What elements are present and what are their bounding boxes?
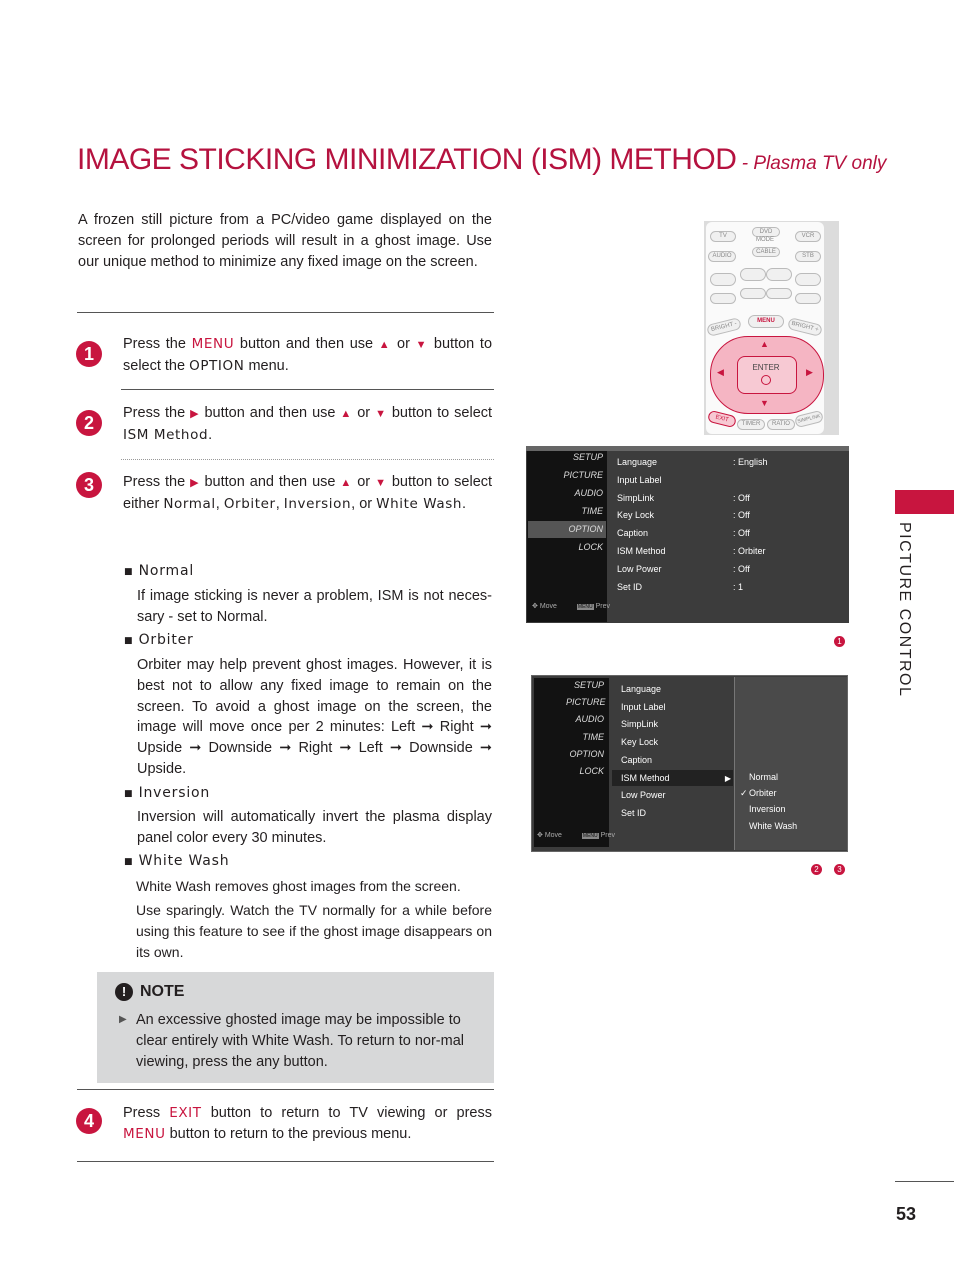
remote-play-button (740, 268, 766, 281)
tab-lock[interactable]: LOCK (578, 542, 603, 552)
submenu-option-inversion[interactable]: Inversion (749, 804, 786, 815)
menu-row-ism-method[interactable]: ISM Method : Orbiter (617, 545, 766, 556)
remote-left-icon: ◀ (717, 367, 724, 377)
step-marker-3: 3 (834, 864, 845, 875)
step-2-text: Press the ▶ button and then use ▲ or ▼ button to select ISM Method. (123, 405, 493, 443)
tab-audio[interactable]: AUDIO (574, 488, 603, 498)
intro-paragraph: A frozen still picture from a PC/video game displayed on the screen for prolonged periods will result in a ghost image. Use our unique method to minimize any fixed image on the screen. (78, 212, 492, 270)
page-number-rule (895, 1181, 954, 1182)
menu-keyword: MENU (123, 1126, 166, 1142)
menu-row-language[interactable]: Language : English (617, 457, 768, 467)
option-normal-heading: ■ Normal (124, 563, 195, 579)
remote-up-icon: ▲ (760, 339, 769, 349)
menu-row-caption[interactable]: Caption : Off (617, 528, 750, 539)
menu-row-set-id[interactable]: Set ID (621, 807, 647, 818)
right-arrow-icon: ▶ (190, 477, 200, 489)
divider (77, 1089, 494, 1090)
submenu-arrow-icon: ▶ (724, 773, 731, 783)
option-whitewash-text-2: Use sparingly. Watch the TV normally for a while before using this feature to see if the ghost image disappears on its own. (136, 902, 492, 960)
down-arrow-icon: ▼ (375, 408, 387, 420)
step-4-number: 4 (76, 1108, 102, 1134)
option-inversion-heading: ■ Inversion (124, 785, 211, 801)
menu1-tabs (563, 448, 603, 556)
page-number: 53 (896, 1204, 917, 1224)
menu-row-ism-method[interactable]: ISM Method ▶ (621, 770, 731, 788)
menu-row-low-power[interactable]: Low Power (621, 790, 666, 801)
remote-down-icon: ▼ (760, 398, 769, 408)
tab-time[interactable]: TIME (582, 731, 604, 742)
step-3-text: Press the ▶ button and then use ▲ or ▼ button to select either Normal, Orbiter, Inversion, or White Wash. (123, 474, 493, 512)
divider (121, 389, 494, 390)
down-arrow-icon: ▼ (375, 477, 387, 489)
move-icon: ✥ (537, 832, 543, 839)
submenu-option-normal[interactable]: Normal (749, 772, 779, 782)
side-tab (895, 490, 954, 514)
remote-enter-dot-icon (761, 375, 771, 385)
note-arrow-icon: ▶ (119, 1014, 127, 1025)
remote-mode-label: MODE (756, 237, 774, 243)
remote-ratio-button: RATIO (767, 419, 795, 430)
tab-time[interactable]: TIME (581, 506, 603, 516)
menu-row-simplink[interactable]: SimpLink : Off (617, 492, 750, 503)
step-marker-2: 2 (811, 864, 822, 875)
menu2-tabs (566, 677, 604, 780)
remote-vcr-button: VCR (795, 231, 821, 242)
ism-submenu-options (740, 769, 840, 834)
tab-picture[interactable]: PICTURE (566, 697, 606, 708)
step-4-text: Press EXIT button to return to TV viewing or press MENU button to return to the previous menu. (123, 1105, 492, 1142)
title-sub: - Plasma TV only (736, 153, 887, 174)
menu-row-key-lock[interactable]: Key Lock (621, 737, 659, 748)
page-title (77, 143, 886, 177)
step-3-number: 3 (76, 472, 102, 498)
tab-setup[interactable]: SETUP (572, 452, 603, 462)
menu-row-language[interactable]: Language (621, 684, 662, 694)
note-title: NOTE (140, 983, 185, 1000)
tab-audio[interactable]: AUDIO (575, 714, 604, 725)
divider (77, 312, 494, 313)
option-inversion-text: Inversion will automatically invert the plasma display panel color every 30 minutes. (137, 809, 492, 846)
remote-stb-button: STB (795, 251, 821, 262)
tab-picture[interactable]: PICTURE (563, 470, 603, 480)
title-main: IMAGE STICKING MINIMIZATION (ISM) METHOD (77, 143, 737, 176)
menu2-rows (621, 681, 731, 823)
right-arrow-icon: ▶ (190, 408, 200, 420)
remote-tv-button: TV (710, 231, 736, 242)
remote-bright-minus-button: BRIGHT - (706, 317, 742, 337)
menu-row-simplink[interactable]: SimpLink (621, 719, 659, 730)
step-1-text: Press the MENU button and then use ▲ or ▼ button to select the OPTION menu. (123, 336, 493, 374)
tab-option[interactable]: OPTION (569, 748, 604, 759)
remote-dvd-button: DVD (752, 227, 780, 237)
remote-cable-button: CABLE (752, 247, 780, 257)
up-arrow-icon: ▲ (340, 408, 353, 420)
option-orbiter-heading: ■ Orbiter (124, 632, 194, 648)
option-keyword: OPTION (189, 358, 245, 374)
section-label: PICTURE CONTROL (896, 522, 913, 698)
menu2-footer: ✥ Move MENU Prev (537, 832, 615, 839)
option-normal-text: If image sticking is never a problem, ISM is not neces-sary - set to Normal. (137, 588, 492, 625)
menu-row-key-lock[interactable]: Key Lock : Off (617, 510, 750, 521)
dotted-divider (121, 459, 494, 460)
remote-bright-plus-button: BRIGHT + (787, 317, 823, 337)
submenu-option-orbiter[interactable]: ✓Orbiter (740, 785, 840, 801)
remote-right-icon: ▶ (806, 367, 813, 377)
remote-rewind-button (740, 288, 766, 299)
remote-menu-button: MENU (748, 315, 784, 328)
option-whitewash-text-1: White Wash removes ghost images from the screen. (136, 878, 461, 894)
menu1-footer: ✥ Move MENU Prev (532, 603, 610, 610)
tab-option[interactable]: OPTION (568, 524, 603, 534)
remote-ffwd-button (766, 288, 792, 299)
up-arrow-icon: ▲ (378, 339, 392, 351)
step-marker-1: 1 (834, 636, 845, 647)
exit-keyword: EXIT (169, 1105, 202, 1121)
menu-row-input-label[interactable]: Input Label (621, 701, 666, 712)
remote-stop-button (710, 273, 736, 286)
menu-row-low-power[interactable]: Low Power : Off (617, 563, 750, 574)
step-1-number: 1 (76, 341, 102, 367)
menu-row-set-id[interactable]: Set ID : 1 (617, 581, 744, 592)
option-orbiter-text: Orbiter may help prevent ghost images. However, it is best not to allow any fixed image to remain on the screen. To avoid a ghost image on the screen, the image will move once per 2 minutes: Left ➞ Right ➞ Upside ➞ Downside ➞ Right ➞ Left ➞ Downside ➞ Upside. (137, 657, 493, 777)
remote-skip-fwd-button (795, 293, 821, 304)
remote-audio-button: AUDIO (708, 251, 736, 262)
note-text: An excessive ghosted image may be impossible to clear entirely with White Wash. To return to nor-mal viewing, press the any button. (136, 1012, 464, 1070)
remote-record-button (795, 273, 821, 286)
divider (77, 1161, 494, 1162)
remote-simplink-button: SIMPLINK (794, 410, 824, 428)
menu-keyword: MENU (191, 336, 235, 352)
remote-exit-button: EXIT (707, 410, 737, 428)
tab-lock[interactable]: LOCK (579, 766, 604, 777)
step-2-number: 2 (76, 410, 102, 436)
up-arrow-icon: ▲ (340, 477, 353, 489)
remote-enter-label: ENTER (752, 363, 780, 372)
remote-pause-button (766, 268, 792, 281)
remote-timer-button: TIMER (737, 419, 765, 430)
remote-skip-back-button (710, 293, 736, 304)
ism-keyword: ISM Method (123, 427, 209, 443)
menu-row-input-label[interactable]: Input Label (617, 474, 662, 485)
tab-setup[interactable]: SETUP (573, 680, 604, 690)
submenu-option-white-wash[interactable]: White Wash (749, 820, 798, 831)
check-icon: ✓ (740, 788, 748, 799)
down-arrow-icon: ▼ (415, 339, 429, 351)
move-icon: ✥ (532, 603, 538, 610)
warning-icon: ! (115, 983, 133, 1001)
option-whitewash-heading: ■ White Wash (124, 853, 230, 869)
menu-row-caption[interactable]: Caption (621, 754, 653, 765)
menu1-rows (617, 454, 842, 596)
